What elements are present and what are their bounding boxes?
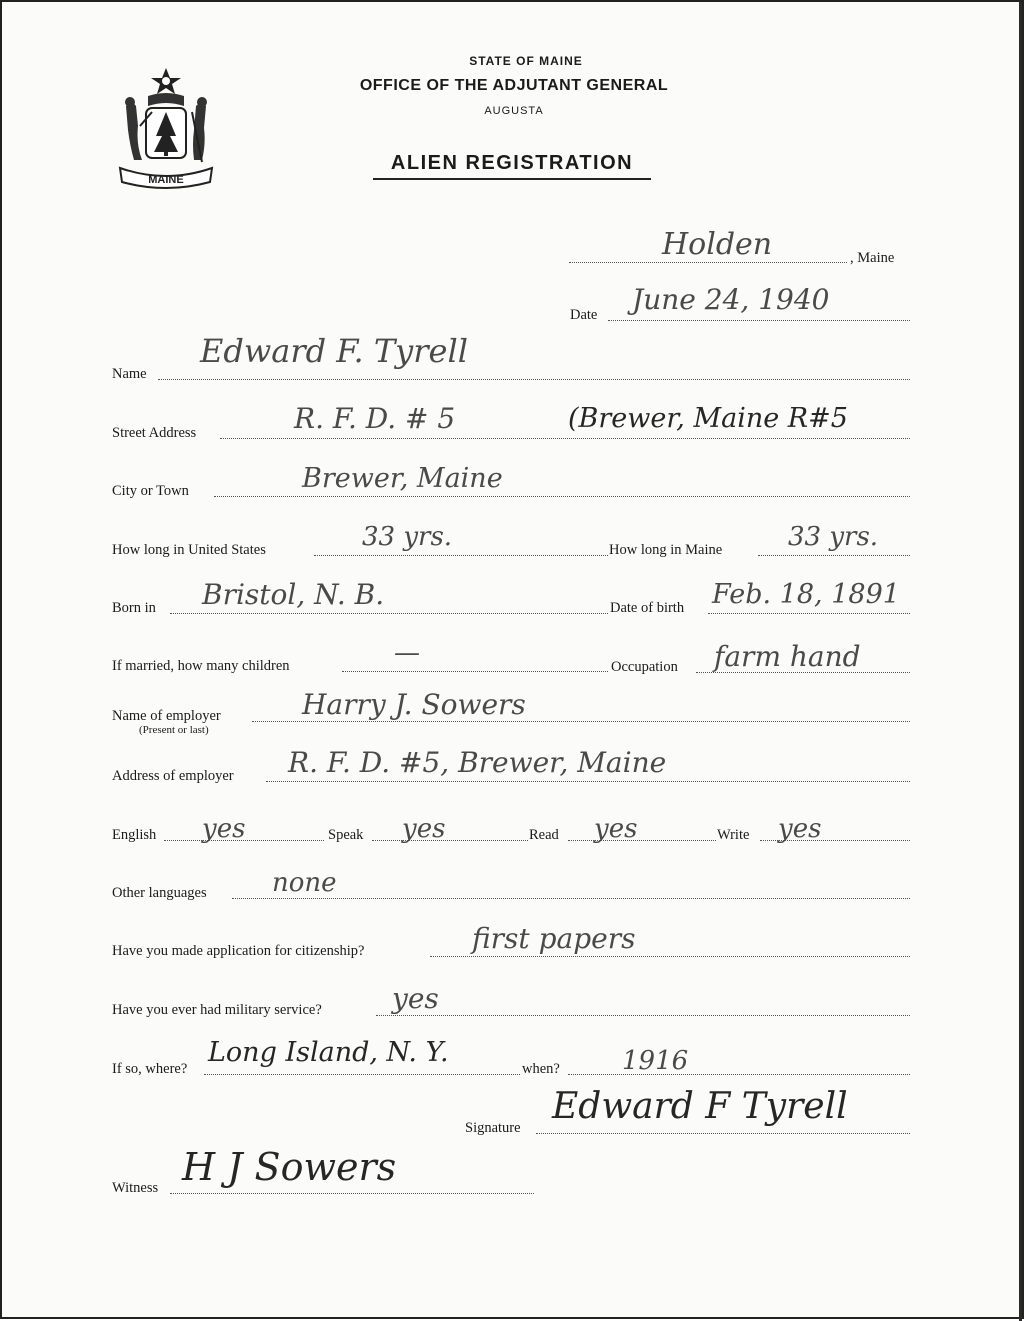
english-value[interactable]: yes [202,814,246,844]
employer-name-line [252,721,910,722]
witness-label: Witness [112,1180,159,1196]
street-address-note[interactable]: (Brewer, Maine R#5 [568,403,848,434]
military-label: Have you ever had military service? [112,1002,322,1018]
town-line [569,262,847,263]
born-in-label: Born in [112,600,156,616]
citizenship-label: Have you made application for citizenship? [112,943,365,959]
how-long-us-value[interactable]: 33 yrs. [362,522,453,552]
city-line [214,496,910,497]
employer-address-line [266,781,910,782]
form-title: ALIEN REGISTRATION [373,152,651,180]
how-long-us-label: How long in United States [112,542,266,558]
signature-line [536,1133,910,1134]
military-where-line [204,1074,520,1075]
town-value[interactable]: Holden [662,227,773,262]
witness-value[interactable]: H J Sowers [182,1145,397,1189]
date-of-birth-line [708,613,910,614]
employer-address-label: Address of employer [112,768,234,784]
date-of-birth-value[interactable]: Feb. 18, 1891 [712,579,900,610]
date-of-birth-label: Date of birth [610,600,685,616]
header-state: STATE OF MAINE [469,54,583,68]
write-value[interactable]: yes [778,814,822,844]
date-value[interactable]: June 24, 1940 [632,283,830,316]
how-long-us-line [314,555,608,556]
occupation-value[interactable]: farm hand [714,640,861,673]
married-children-label: If married, how many children [112,658,290,674]
witness-line [170,1193,534,1194]
city-value[interactable]: Brewer, Maine [302,463,503,494]
other-languages-value[interactable]: none [272,868,337,898]
read-value[interactable]: yes [594,814,638,844]
write-label: Write [717,827,750,843]
scan-edge [1019,2,1022,1321]
military-when-value[interactable]: 1916 [622,1046,689,1076]
header-city: AUGUSTA [484,105,544,117]
how-long-maine-label: How long in Maine [609,542,723,558]
occupation-label: Occupation [611,659,678,675]
name-value[interactable]: Edward F. Tyrell [200,332,468,370]
name-label: Name [112,366,147,382]
street-address-value[interactable]: R. F. D. # 5 [294,402,456,435]
other-languages-line [232,898,910,899]
other-languages-label: Other languages [112,885,207,901]
born-in-value[interactable]: Bristol, N. B. [202,578,385,611]
signature-label: Signature [465,1120,521,1136]
born-in-line [170,613,608,614]
english-label: English [112,827,157,843]
citizenship-value[interactable]: first papers [472,922,636,955]
married-children-value[interactable]: — [394,638,420,668]
citizenship-line [430,956,910,957]
city-label: City or Town [112,483,189,499]
header-office: OFFICE OF THE ADJUTANT GENERAL [359,77,669,94]
military-where-label: If so, where? [112,1061,188,1077]
speak-line [372,840,528,841]
svg-text:MAINE: MAINE [148,174,184,186]
street-address-line [220,438,910,439]
military-when-label: when? [522,1061,560,1077]
married-children-line [342,671,608,672]
military-where-value[interactable]: Long Island, N. Y. [208,1037,449,1068]
military-line [376,1015,910,1016]
employer-name-value[interactable]: Harry J. Sowers [302,688,526,721]
how-long-maine-value[interactable]: 33 yrs. [788,522,879,552]
military-value[interactable]: yes [392,982,439,1015]
read-label: Read [529,827,559,843]
date-line [608,320,910,321]
military-when-line [568,1074,910,1075]
signature-value[interactable]: Edward F Tyrell [552,1086,848,1127]
employer-name-note: (Present or last) [139,724,209,736]
name-line [158,379,910,380]
employer-name-label: Name of employer [112,708,221,724]
employer-address-value[interactable]: R. F. D. #5, Brewer, Maine [288,746,667,779]
how-long-maine-line [758,555,910,556]
state-suffix-label: , Maine [850,250,895,266]
speak-label: Speak [328,827,364,843]
speak-value[interactable]: yes [402,814,446,844]
read-line [568,840,716,841]
date-label: Date [570,307,598,323]
street-address-label: Street Address [112,425,197,441]
